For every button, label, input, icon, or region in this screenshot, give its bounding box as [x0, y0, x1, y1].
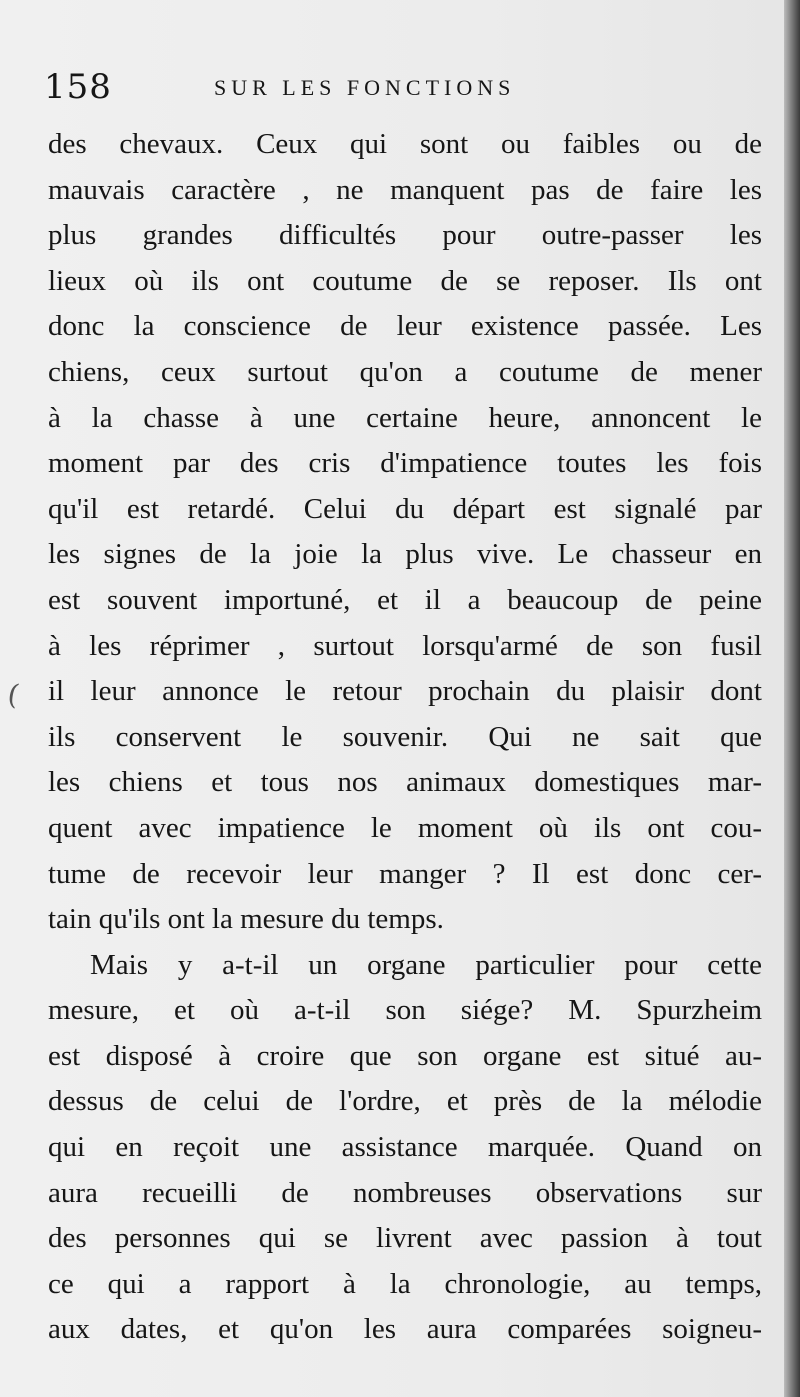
text-line: est disposé à croire que son organe est situé au- [48, 1039, 762, 1072]
text-line: dessus de celui de l'ordre, et près de la mélodie [48, 1085, 762, 1118]
text-line: qu'il est retardé. Celui du départ est signalé par [48, 492, 762, 525]
text-line: lieux où ils ont coutume de se reposer. Ils ont [48, 264, 762, 297]
page-number: 158 [44, 67, 112, 107]
text-line: ils conservent le souvenir. Qui ne sait que [48, 720, 762, 753]
text-line: moment par des cris d'impatience toutes les fois [48, 447, 762, 480]
text-line: donc la conscience de leur existence passée. Les [48, 310, 762, 343]
text-line: qui en reçoit une assistance marquée. Quand on [48, 1131, 762, 1164]
text-line: à les réprimer , surtout lorsqu'armé de son fusil [48, 629, 762, 662]
running-head: SUR LES FONCTIONS [214, 75, 516, 100]
body-text [48, 122, 762, 1353]
paragraph-end-line: tain qu'ils ont la mesure du temps. [48, 903, 444, 936]
text-line: mauvais caractère , ne manquent pas de faire les [48, 173, 762, 206]
text-line: il leur annonce le retour prochain du plaisir dont [48, 675, 762, 708]
text-line: des chevaux. Ceux qui sont ou faibles ou de [48, 128, 762, 160]
text-line: les chiens et tous nos animaux domestiques mar- [48, 766, 762, 799]
text-line: tume de recevoir leur manger ? Il est donc cer- [48, 857, 762, 890]
margin-pencil-mark: ( [5, 677, 22, 712]
text-line: les signes de la joie la plus vive. Le chasseur en [48, 538, 762, 571]
text-line: aura recueilli de nombreuses observations sur [48, 1176, 762, 1209]
text-line: ce qui a rapport à la chronologie, au temps, [48, 1267, 762, 1300]
text-line: quent avec impatience le moment où ils ont cou- [48, 811, 762, 844]
text-line: plus grandes difficultés pour outre-passer les [48, 219, 762, 252]
text-line: aux dates, et qu'on les aura comparées soigneu- [48, 1313, 762, 1346]
text-line: chiens, ceux surtout qu'on a coutume de mener [48, 355, 762, 388]
text-line: des personnes qui se livrent avec passion à tout [48, 1222, 762, 1255]
text-line: à la chasse à une certaine heure, annoncent le [48, 401, 762, 434]
page-header [44, 62, 754, 112]
paragraph-start-line: Mais y a-t-il un organe particulier pour cette [90, 948, 762, 981]
text-line: est souvent importuné, et il a beaucoup de peine [48, 583, 762, 616]
binding-shadow [784, 0, 800, 1397]
text-line: mesure, et où a-t-il son siége? M. Spurzheim [48, 994, 762, 1027]
